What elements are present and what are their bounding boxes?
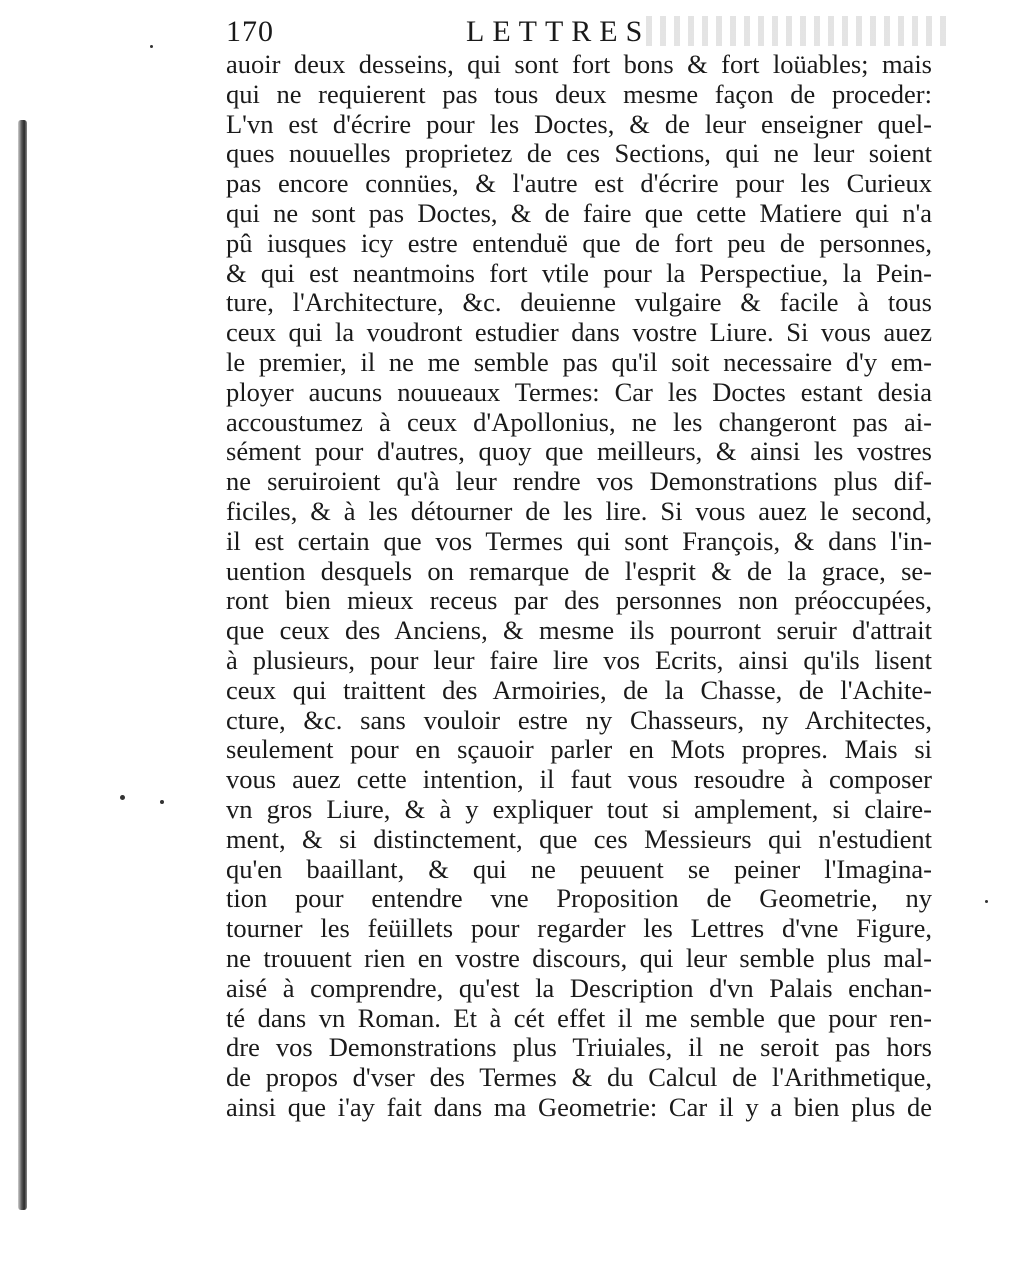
text-line: qui ne requierent pas tous deux mesme façon de proceder:: [226, 79, 932, 109]
text-line: ront bien mieux receus par des personnes non préoccupées,: [226, 586, 932, 616]
text-line: il est certain que vos Termes qui sont François, & dans l'in-: [226, 526, 932, 556]
text-line: accoustumez à ceux d'Apollonius, ne les changeront pas ai-: [226, 407, 932, 437]
text-line: auoir deux desseins, qui sont fort bons & fort loüables; mais: [226, 50, 932, 79]
book-page: [226, 14, 946, 1123]
text-line: ployer aucuns nouueaux Termes: Car les Doctes estant desia: [226, 377, 932, 407]
text-line: ne trouuent rien en vostre discours, qui leur semble plus mal-: [226, 943, 932, 973]
text-line: vn gros Liure, & à y expliquer tout si amplement, si claire-: [226, 794, 932, 824]
text-line: pû iusques icy estre entenduë que de fort peu de personnes,: [226, 228, 932, 258]
text-line: L'vn est d'écrire pour les Doctes, & de leur enseigner quel-: [226, 109, 932, 139]
text-line: sément pour d'autres, quoy que meilleurs, & ainsi les vostres: [226, 437, 932, 467]
running-head: [226, 14, 946, 50]
text-line: à plusieurs, pour leur faire lire vos Ecrits, ainsi qu'ils lisent: [226, 645, 932, 675]
ink-speck: [150, 45, 153, 48]
text-line: le premier, il ne me semble pas qu'il soit necessaire d'y em-: [226, 347, 932, 377]
text-line: ceux qui traittent des Armoiries, de la Chasse, de l'Achite-: [226, 675, 932, 705]
text-line: vous auez cette intention, il faut vous resoudre à composer: [226, 765, 932, 795]
text-line: que ceux des Anciens, & mesme ils pourront seruir d'attrait: [226, 616, 932, 646]
text-line: ne seruiroient qu'à leur rendre vos Demonstrations plus dif-: [226, 467, 932, 497]
body-text: [226, 50, 946, 1123]
text-line: dre vos Demonstrations plus Triuiales, il ne seroit pas hors: [226, 1033, 932, 1063]
show-through-ghost-text: [646, 16, 946, 46]
text-line: & qui est neantmoins fort vtile pour la Perspectiue, la Pein-: [226, 258, 932, 288]
book-spine-shadow: [18, 120, 27, 1210]
text-line: ture, l'Architecture, &c. deuienne vulgaire & facile à tous: [226, 288, 932, 318]
text-line: cture, &c. sans vouloir estre ny Chasseurs, ny Architectes,: [226, 705, 932, 735]
text-line: ficiles, & à les détourner de les lire. Si vous auez le second,: [226, 496, 932, 526]
text-line: aisé à comprendre, qu'est la Description d'vn Palais enchan-: [226, 973, 932, 1003]
running-head-title: LETTRES: [466, 15, 651, 48]
text-line: tion pour entendre vne Proposition de Geometrie, ny: [226, 884, 932, 914]
page-number: 170: [226, 15, 274, 48]
text-line: seulement pour en sçauoir parler en Mots propres. Mais si: [226, 735, 932, 765]
text-line: ainsi que i'ay fait dans ma Geometrie: Car il y a bien plus de: [226, 1092, 932, 1122]
ink-speck: [120, 795, 125, 800]
text-line: de propos d'vser des Termes & du Calcul de l'Arithmetique,: [226, 1063, 932, 1093]
ink-speck: [160, 800, 164, 804]
text-line: uention desquels on remarque de l'esprit & de la grace, se-: [226, 556, 932, 586]
text-line: qui ne sont pas Doctes, & de faire que cette Matiere qui n'a: [226, 198, 932, 228]
text-line: ques nouuelles proprietez de ces Sections, qui ne leur soient: [226, 139, 932, 169]
text-line: tourner les feüillets pour regarder les Lettres d'vne Figure,: [226, 914, 932, 944]
text-line: té dans vn Roman. Et à cét effet il me semble que pour ren-: [226, 1003, 932, 1033]
text-line: qu'en baaillant, & qui ne peuuent se peiner l'Imagina-: [226, 854, 932, 884]
text-line: pas encore connües, & l'autre est d'écrire pour les Curieux: [226, 169, 932, 199]
text-line: ment, & si distinctement, que ces Messieurs qui n'estudient: [226, 824, 932, 854]
ink-speck: [985, 900, 988, 903]
text-line: ceux qui la voudront estudier dans vostre Liure. Si vous auez: [226, 318, 932, 348]
